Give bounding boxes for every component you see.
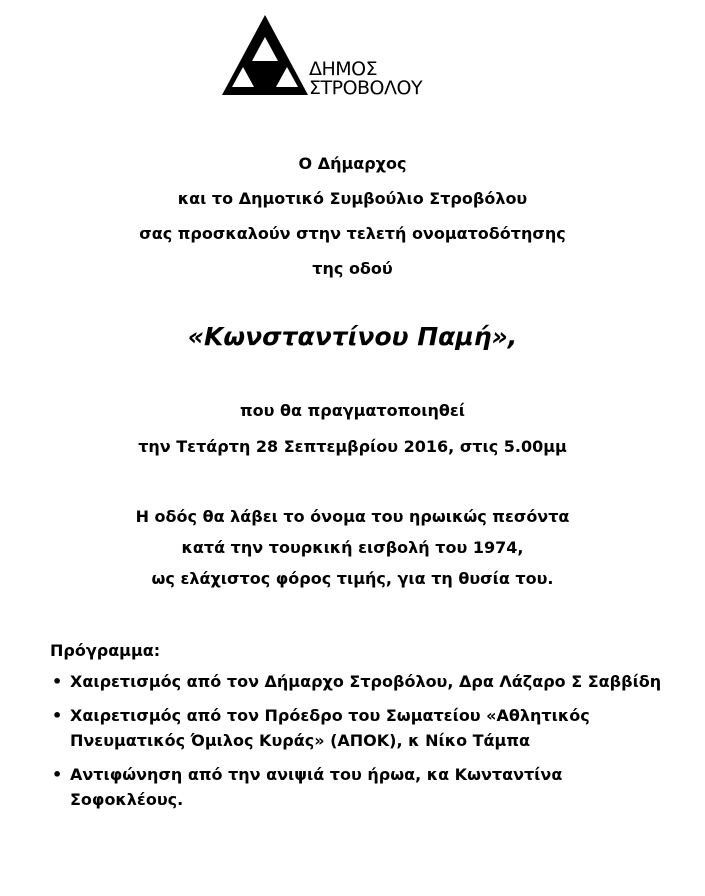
- dedication-text: [0, 501, 705, 594]
- program-title: Πρόγραμμα:: [50, 641, 161, 660]
- invitation-text: [0, 146, 705, 286]
- program-item: [50, 762, 670, 812]
- triangle-emblem-icon: [222, 15, 312, 101]
- program-list: [50, 669, 690, 812]
- program-item: [50, 669, 670, 694]
- program-item-text: Χαιρετισμός από τον Δήμαρχο Στροβόλου, Δρα Λάζαρο Σ Σαββίδη: [70, 672, 662, 691]
- program-item: [50, 703, 670, 753]
- program-item-text: Χαιρετισμός από τον Πρόεδρο του Σωματείου «Αθλητικός Πνευματικός Όμιλος Κυράς» (ΑΠΟΚ), κ Νίκο Τάμπα: [70, 706, 590, 750]
- bullet-icon: •: [52, 706, 63, 725]
- municipality-logo: [222, 15, 452, 101]
- bullet-icon: •: [52, 672, 63, 691]
- dedication-line: κατά την τουρκική εισβολή του 1974,: [181, 538, 524, 557]
- street-name-heading: «Κωνσταντίνου Παμή»,: [187, 322, 518, 351]
- event-date-line: την Τετάρτη 28 Σεπτεμβρίου 2016, στις 5.00μμ: [138, 437, 567, 456]
- bullet-icon: •: [52, 765, 63, 784]
- invitation-line: και το Δημοτικό Συμβούλιο Στροβόλου: [177, 189, 528, 208]
- invitation-line: Ο Δήμαρχος: [298, 154, 407, 173]
- invitation-line: της οδού: [312, 259, 393, 278]
- program-item-text: Αντιφώνηση από την ανιψιά του ήρωα, κα Κωνταντίνα Σοφοκλέους.: [70, 765, 563, 809]
- dedication-line: ως ελάχιστος φόρος τιμής, για τη θυσία του.: [151, 569, 554, 588]
- program-section: [50, 638, 690, 821]
- invitation-line: σας προσκαλούν στην τελετή ονοματοδότησης: [139, 224, 566, 243]
- dedication-line: Η οδός θα λάβει το όνομα του ηρωικώς πεσόντα: [135, 507, 570, 526]
- logo-text-line1: ΔΗΜΟΣ: [309, 58, 378, 80]
- event-line: που θα πραγματοποιηθεί: [240, 401, 465, 420]
- event-details: [0, 393, 705, 465]
- logo-text-line2: ΣΤΡΟΒΟΛΟΥ: [309, 77, 423, 99]
